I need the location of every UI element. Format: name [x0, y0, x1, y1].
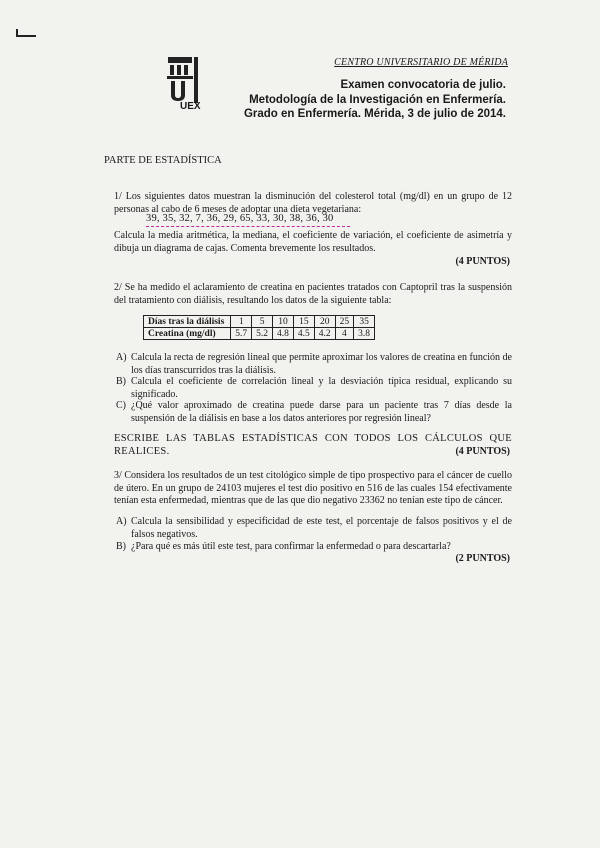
item-label: C)	[116, 400, 126, 411]
row-label-creatine: Creatina (mg/dl)	[144, 328, 231, 340]
table-cell: 5.2	[252, 328, 273, 340]
dialysis-table	[143, 315, 375, 340]
table-cell: 15	[293, 316, 314, 328]
q3-item-a	[116, 516, 512, 541]
scan-corner-mark	[16, 35, 36, 37]
table-cell: 4.2	[314, 328, 335, 340]
exam-title-block	[206, 78, 506, 122]
item-label: A)	[116, 516, 127, 527]
exam-title-line-1: Examen convocatoria de julio.	[340, 79, 506, 91]
dataset-highlight-marks	[146, 226, 350, 227]
item-text: Calcula la recta de regresión lineal que permite aproximar los valores de creatina en función de los días transcurridos tras la diálisis.	[131, 352, 512, 376]
item-text: Calcula la sensibilidad y especificidad de este test, el porcentaje de falsos positivos y el de falsos negativos.	[131, 516, 512, 540]
table-cell: 20	[314, 316, 335, 328]
table-cell: 10	[273, 316, 294, 328]
table-cell: 4.5	[293, 328, 314, 340]
table-cell: 4	[335, 328, 354, 340]
q3-item-b	[116, 541, 512, 554]
exam-title-line-2: Metodología de la Investigación en Enfermería.	[249, 93, 506, 106]
item-label: B)	[116, 376, 126, 387]
item-text: ¿Qué valor aproximado de creatina puede darse para un paciente tras 7 días desde la suspensión de la diálisis en base a los datos anteriores por regresión lineal?	[131, 400, 512, 424]
q2-item-c	[116, 400, 512, 425]
q2-points: (4 PUNTOS)	[455, 446, 510, 457]
q3-points: (2 PUNTOS)	[455, 553, 510, 564]
table-cell: 5.7	[231, 328, 252, 340]
table-cell: 25	[335, 316, 354, 328]
table-cell: 5	[252, 316, 273, 328]
university-logo	[164, 55, 208, 115]
q2-item-a	[116, 352, 512, 377]
logo-text: UEX	[180, 101, 201, 112]
q2-intro: 2/ Se ha medido el aclaramiento de creatina en pacientes tratados con Captopril tras la suspensión del tratamiento con diálisis, resultando los datos de la siguiente tabla:	[114, 282, 512, 306]
item-label: A)	[116, 352, 127, 363]
table-row	[144, 328, 375, 340]
q2-instruction: ESCRIBE LAS TABLAS ESTADÍSTICAS CON TODOS LOS CÁLCULOS QUE REALICES.	[114, 433, 512, 457]
table-row	[144, 316, 375, 328]
q1-task: Calcula la media aritmética, la mediana, el coeficiente de variación, el coeficiente de asimetría y dibuja un diagrama de cajas. Comenta brevemente los resultados.	[114, 230, 512, 254]
item-text: ¿Para qué es más útil este test, para confirmar la enfermedad o para descartarla?	[131, 541, 451, 552]
q1-points: (4 PUNTOS)	[455, 256, 510, 267]
table-cell: 35	[354, 316, 375, 328]
section-title: PARTE DE ESTADÍSTICA	[104, 155, 222, 166]
table-cell: 1	[231, 316, 252, 328]
item-label: B)	[116, 541, 126, 552]
table-cell: 3.8	[354, 328, 375, 340]
q1-dataset: 39, 35, 32, 7, 36, 29, 65, 33, 30, 38, 36, 30	[146, 213, 334, 224]
q2-item-b	[116, 376, 512, 401]
q1-intro: 1/ Los siguientes datos muestran la disminución del colesterol total (mg/dl) en un grupo de 12 personas al cabo de 6 meses de adoptar una dieta vegetariana:	[114, 191, 512, 215]
row-label-days: Días tras la diálisis	[144, 316, 231, 328]
q3-intro: 3/ Considera los resultados de un test citológico simple de tipo prospectivo para el cáncer de cuello de útero. En un grupo de 24103 mujeres el test dio positivo en 516 de las cuales 154 efectivamente tenían esta enfermedad, mientras que de las que dio negativo 23362 no tenían este tipo de cáncer.	[114, 470, 512, 506]
item-text: Calcula el coeficiente de correlación lineal y la desviación típica residual, explicando su significado.	[131, 376, 512, 400]
table-cell: 4.8	[273, 328, 294, 340]
header-center	[334, 52, 508, 70]
exam-title-line-3: Grado en Enfermería. Mérida, 3 de julio de 2014.	[243, 108, 506, 120]
center-name: CENTRO UNIVERSITARIO DE MÉRIDA	[334, 57, 508, 68]
